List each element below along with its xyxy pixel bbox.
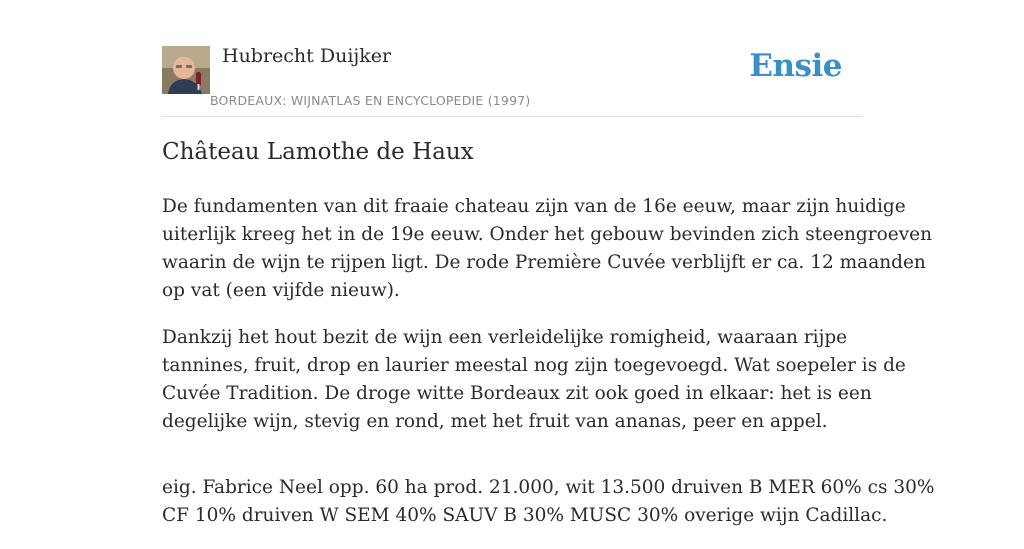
paragraph-2 (162, 324, 906, 436)
page-title: Château Lamothe de Haux (162, 139, 474, 165)
paragraph-line: uiterlijk kreeg het in de 19e eeuw. Onder het gebouw bevinden zich steengroeven (162, 224, 933, 245)
paragraph-line: Cuvée Tradition. De droge witte Bordeaux zit ook goed in elkaar: het is een (162, 383, 872, 404)
paragraph-3 (162, 474, 935, 530)
author-name[interactable]: Hubrecht Duijker (222, 45, 392, 67)
paragraph-line: eig. Fabrice Neel opp. 60 ha prod. 21.000, wit 13.500 druiven B MER 60% cs 30% (162, 477, 935, 498)
paragraph-line: De fundamenten van dit fraaie chateau zijn van de 16e eeuw, maar zijn huidige (162, 196, 906, 217)
paragraph-line: degelijke wijn, stevig en rond, met het fruit van ananas, peer en appel. (162, 411, 828, 432)
paragraph-line: Dankzij het hout bezit de wijn een verleidelijke romigheid, waaraan rijpe (162, 327, 848, 348)
paragraph-1 (162, 193, 933, 305)
ensie-logo[interactable]: Ensie (749, 48, 842, 84)
paragraph-line: op vat (een vijfde nieuw). (162, 280, 400, 301)
paragraph-line: waarin de wijn te rijpen ligt. De rode Première Cuvée verblijft er ca. 12 maanden (162, 252, 926, 273)
avatar[interactable] (162, 46, 210, 94)
source-title[interactable]: BORDEAUX: WIJNATLAS EN ENCYCLOPEDIE (1997) (210, 93, 531, 108)
header (162, 0, 862, 117)
paragraph-line: tannines, fruit, drop en laurier meestal nog zijn toegevoegd. Wat soepeler is de (162, 355, 906, 376)
author-photo-icon (162, 46, 210, 94)
article-body (162, 193, 935, 549)
paragraph-line: CF 10% druiven W SEM 40% SAUV B 30% MUSC 30% overige wijn Cadillac. (162, 505, 888, 526)
